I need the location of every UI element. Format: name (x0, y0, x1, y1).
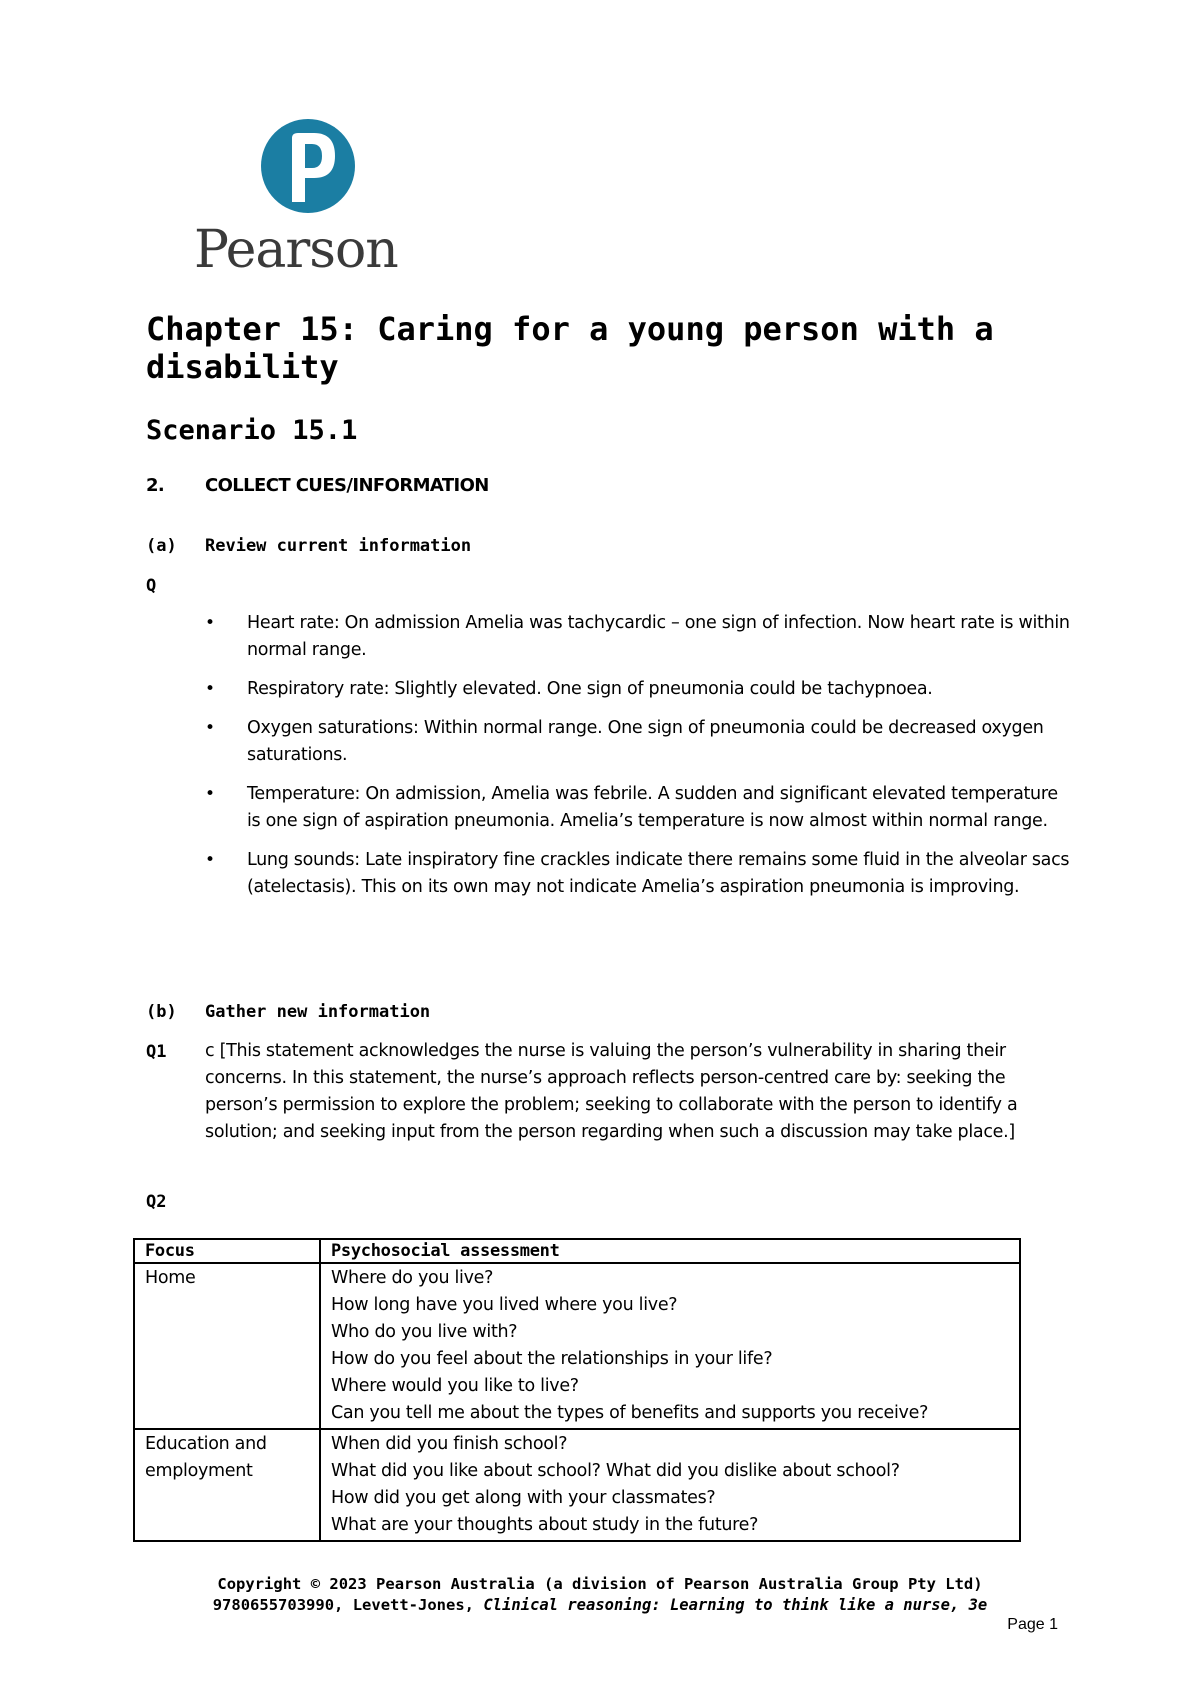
focus-cell: Education and employment (134, 1429, 320, 1541)
list-item (205, 847, 1075, 901)
part-a-title: Review current information (205, 536, 472, 556)
page-footer (0, 1574, 1200, 1616)
bullet-icon: • (205, 718, 215, 738)
bullet-text: Lung sounds: Late inspiratory fine crackles indicate there remains some fluid in the alveolar sacs (atelectasis). This on its own may not indicate Amelia’s aspiration pneumonia is improving. (247, 850, 1070, 897)
part-a-label: (a) (146, 536, 177, 556)
bullet-icon: • (205, 784, 215, 804)
table-header-row (134, 1239, 1020, 1263)
questions-cell (320, 1429, 1020, 1541)
bullet-text: Respiratory rate: Slightly elevated. One sign of pneumonia could be tachypnoea. (247, 679, 933, 699)
assessment-question: What are your thoughts about study in the future? (331, 1515, 759, 1535)
q1-label: Q1 (146, 1042, 167, 1062)
part-b-title: Gather new information (205, 1002, 431, 1022)
cues-bullet-list (205, 610, 1075, 913)
citation-line (0, 1595, 1200, 1616)
page-number: Page 1 (1007, 1616, 1058, 1633)
table-row (134, 1263, 1020, 1429)
isbn-author: 9780655703990, Levett-Jones, (212, 1596, 484, 1614)
assessment-question: How did you get along with your classmates? (331, 1488, 716, 1508)
pearson-logo (192, 114, 432, 274)
questions-cell (320, 1263, 1020, 1429)
part-b-label: (b) (146, 1002, 177, 1022)
bullet-icon: • (205, 613, 215, 633)
assessment-question: How do you feel about the relationships in your life? (331, 1349, 773, 1369)
chapter-title: Chapter 15: Caring for a young person with a disability (146, 310, 994, 386)
list-item (205, 781, 1075, 835)
q1-answer: c [This statement acknowledges the nurse is valuing the person’s vulnerability in sharing their concerns. In this statement, the nurse’s approach reflects person-centred care by: seeking the person’s permission to explore the problem; seeking to collaborate with the person to identify a solution; and seeking input from the person regarding when such a discussion may take place.] (205, 1041, 1018, 1142)
assessment-question: Where do you live? (331, 1268, 494, 1288)
bullet-text: Oxygen saturations: Within normal range. One sign of pneumonia could be decreased oxygen saturations. (247, 718, 1044, 765)
list-item (205, 610, 1075, 664)
pearson-wordmark: Pearson (194, 220, 398, 274)
bullet-text: Heart rate: On admission Amelia was tachycardic – one sign of infection. Now heart rate is within normal range. (247, 613, 1070, 660)
psychosocial-assessment-table (133, 1238, 1021, 1542)
assessment-question: Can you tell me about the types of benefits and supports you receive? (331, 1403, 929, 1423)
section-title: COLLECT CUES/INFORMATION (205, 475, 489, 496)
bullet-icon: • (205, 679, 215, 699)
scenario-title: Scenario 15.1 (146, 415, 358, 446)
assessment-question: What did you like about school? What did you dislike about school? (331, 1461, 900, 1481)
assessment-question: Where would you like to live? (331, 1376, 579, 1396)
assessment-question: Who do you live with? (331, 1322, 518, 1342)
focus-cell: Home (134, 1263, 320, 1429)
section-number: 2. (146, 475, 165, 496)
list-item (205, 715, 1075, 769)
assessment-question: How long have you lived where you live? (331, 1295, 678, 1315)
assessment-question: When did you finish school? (331, 1434, 568, 1454)
list-item (205, 676, 1075, 703)
table-row (134, 1429, 1020, 1541)
q2-label: Q2 (146, 1192, 167, 1212)
bullet-text: Temperature: On admission, Amelia was febrile. A sudden and significant elevated temperature is one sign of aspiration pneumonia. Amelia’s temperature is now almost within normal range. (247, 784, 1058, 831)
bullet-icon: • (205, 850, 215, 870)
column-header-focus: Focus (134, 1239, 320, 1263)
book-title: Clinical reasoning: Learning to think like a nurse, 3e (483, 1596, 988, 1614)
part-a-q-label: Q (146, 576, 157, 596)
copyright-line: Copyright © 2023 Pearson Australia (a division of Pearson Australia Group Pty Ltd) (217, 1575, 983, 1593)
column-header-assessment: Psychosocial assessment (320, 1239, 1020, 1263)
